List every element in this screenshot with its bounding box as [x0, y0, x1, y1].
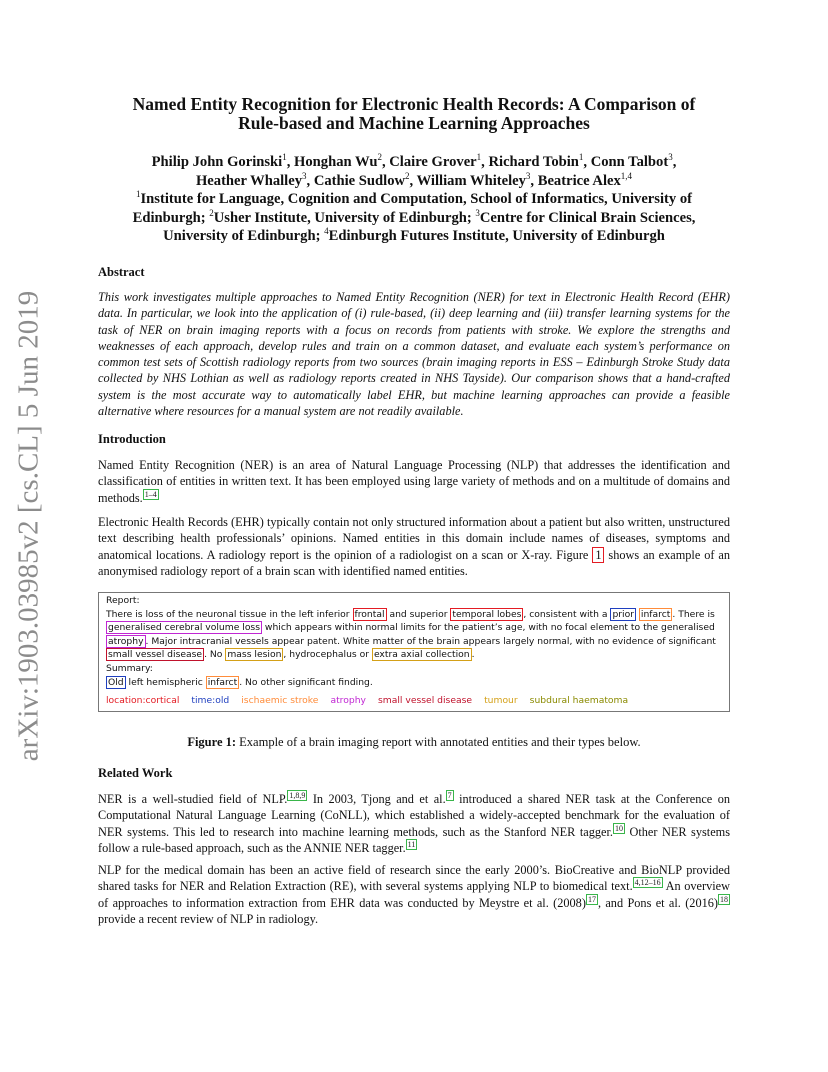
author-separator: ,: [583, 154, 591, 170]
author-separator: ,: [672, 154, 677, 170]
author-separator: ,: [381, 154, 390, 170]
author-name: Richard Tobin: [488, 154, 579, 170]
author-affil-sup: 1: [578, 152, 584, 162]
affil-text: Institute for Language, Cognition and Computation, School of Informatics, University of: [140, 191, 692, 207]
entity-prior: prior: [612, 608, 634, 620]
author-name: Claire Grover: [389, 154, 477, 170]
report-label: Report:: [106, 595, 140, 606]
intro-text: Named Entity Recognition (NER) is an area of Natural Language Processing (NLP) that addresses the identification and classification of entities in written text. It has been employed using large variety of methods and on a multitude of domains and methods.: [98, 458, 730, 505]
entity-extra-axial-collection: extra axial collection: [373, 649, 470, 661]
entity-mass-lesion: mass lesion: [227, 649, 282, 661]
paper-title: [80, 95, 748, 133]
affil-text: Edinburgh;: [132, 209, 210, 226]
author-separator: ,: [530, 172, 538, 189]
legend-entry: atrophy: [330, 695, 366, 707]
legend-entry: tumour: [484, 695, 518, 707]
entity-atrophy: atrophy: [108, 635, 144, 647]
caption-label: Figure 1:: [187, 735, 237, 749]
citation-link[interactable]: 10: [614, 823, 623, 833]
author-name: Conn Talbot: [590, 154, 669, 170]
affil-sup: 2: [209, 207, 214, 218]
title-line-2: Rule-based and Machine Learning Approaches: [238, 113, 590, 133]
report-text: .: [471, 649, 475, 661]
affiliation-line-2: [70, 209, 758, 228]
report-text: . Major intracranial vessels appear patent. White matter of the brain appears largely normal, with no evidence of significant: [145, 635, 716, 647]
abstract-heading: Abstract: [98, 265, 145, 279]
citation-link[interactable]: 1–4: [144, 489, 157, 499]
introduction-paragraph-2: [98, 514, 730, 579]
figure-1-caption: [98, 735, 730, 750]
author-name: William Whiteley: [416, 172, 526, 189]
affiliation-line-3: [70, 227, 758, 246]
figure-1-report-box: [98, 592, 730, 712]
legend-entry: time:old: [191, 695, 230, 707]
citation-link[interactable]: 18: [720, 894, 728, 904]
entity-type-legend: [106, 694, 723, 708]
report-text: , hydrocephalus or: [283, 649, 372, 661]
report-line-4: [106, 648, 723, 662]
related-text: NER is a well-studied field of NLP.: [98, 792, 288, 806]
legend-entry: ischaemic stroke: [241, 695, 319, 707]
summary-line: [106, 676, 723, 690]
author-separator: ,: [409, 172, 417, 189]
report-line-1: [106, 608, 723, 622]
related-text: provide a recent review of NLP in radiology.: [98, 911, 319, 926]
author-affil-sup: 3: [302, 170, 307, 181]
related-text: An overview of approaches to information extraction from EHR data was conducted by Meystre et al. (2008): [98, 879, 730, 910]
citation-link[interactable]: 17: [587, 894, 596, 904]
introduction-heading: Introduction: [98, 432, 166, 446]
affil-text: University of Edinburgh;: [163, 228, 325, 244]
arxiv-stamp: [4, 290, 54, 762]
author-line-1: [70, 153, 758, 172]
affil-sup: 4: [324, 226, 329, 236]
author-name: Honghan Wu: [294, 154, 378, 170]
related-work-paragraph-2: [98, 862, 730, 927]
citation-link[interactable]: 7: [447, 791, 452, 800]
related-work-paragraph-1: [98, 791, 730, 856]
citation-link[interactable]: 4,12–16: [634, 878, 661, 888]
author-block: [70, 153, 758, 246]
entity-small-vessel-disease: small vessel disease: [108, 649, 203, 661]
title-line-1: Named Entity Recognition for Electronic Health Records: A Comparison of: [132, 94, 696, 114]
related-text: In 2003, Tjong and et al.: [307, 792, 446, 806]
author-separator: ,: [306, 172, 314, 189]
report-line-2: [106, 621, 723, 635]
entity-infarct: infarct: [640, 608, 671, 620]
affil-text: Edinburgh Futures Institute, University of Edinburgh: [328, 228, 665, 244]
report-text: . No: [204, 649, 226, 661]
abstract-text: This work investigates multiple approaches to Named Entity Recognition (NER) for text in Electronic Health Record (EHR) data. In particular, we look into the application of (i) rule-based, (ii) deep learning and (iii) transfer learning systems for the task of NER on brain imaging reports with a focus on records from patients with stroke. We explore the strengths and weaknesses of each approach, develop rules and train on a common dataset, and evaluate each system’s performance on common test sets of Scottish radiology reports from two sources (brain imaging reports in ESS – Edinburgh Stroke Study data collected by NHS Lothian as well as radiology reports created in NHS Tayside). Our comparison shows that a hand-crafted system is the most accurate way to automatically label EHR, but machine learning approaches can provide a feasible alternative where resources for a manual system are not readily available.: [98, 290, 730, 419]
author-separator: ,: [286, 154, 295, 170]
author-affil-sup: 3: [668, 152, 673, 162]
intro-text: shows an example of an anonymised radiology report of a brain scan with identified named entities.: [98, 547, 730, 578]
affiliation-line-1: [70, 190, 758, 209]
legend-entry: location:cortical: [106, 695, 180, 707]
entity-old: Old: [108, 676, 124, 688]
introduction-paragraph-1: [98, 457, 730, 506]
report-text: left hemispheric: [125, 676, 206, 688]
related-work-heading: Related Work: [98, 766, 173, 780]
author-affil-sup: 2: [405, 170, 410, 181]
affil-sup: 3: [475, 207, 480, 218]
legend-entry: subdural haematoma: [529, 695, 629, 707]
author-affil-sup: 3: [525, 170, 531, 181]
citation-link[interactable]: 11: [407, 839, 416, 849]
author-name: Cathie Sudlow: [313, 172, 406, 189]
author-line-2: [70, 172, 758, 191]
author-name: Philip John Gorinski: [151, 154, 283, 170]
author-separator: ,: [481, 154, 489, 170]
related-text: Other NER systems follow a rule-based approach, such as the ANNIE NER tagger.: [98, 824, 731, 855]
entity-infarct: infarct: [207, 676, 238, 688]
affil-text: Centre for Clinical Brain Sciences,: [479, 209, 696, 226]
affil-text: Usher Institute, University of Edinburgh;: [213, 209, 476, 226]
intro-text: Electronic Health Records (EHR) typically contain not only structured information about a patient but also written, unstructured text describing health professionals’ opinions. Named entities in this domain include names of diseases, symptoms and anatomical locations. A radiology report is the opinion of a radiologist on a scan or X-ray. Figure: [98, 515, 730, 562]
related-text: NLP for the medical domain has been an active field of research since the early 2000’s. BioCreative and BioNLP provided shared tasks for NER and Relation Extraction (RE), with several systems applying NLP to biomedical text.: [98, 863, 730, 894]
author-affil-sup: 2: [377, 152, 382, 162]
report-line-3: [106, 635, 723, 649]
report-text: . There is: [672, 608, 715, 620]
report-text: which appears within normal limits for the patient’s age, with no focal element to the generalised: [262, 622, 715, 634]
related-text: introduced a shared NER task at the Conference on Computational Natural Language Learning (CoNLL), which established a widely-accepted benchmark for the evaluation of NER systems. This led to research into machine learning methods, such as the Stanford NER tagger.: [98, 792, 730, 839]
legend-entry: small vessel disease: [377, 695, 473, 707]
author-name: Beatrice Alex: [537, 172, 621, 189]
author-affil-sup: 1: [282, 152, 287, 162]
author-affil-sup: 1,4: [620, 170, 633, 181]
author-name: Heather Whalley: [195, 172, 303, 189]
report-text: and superior: [386, 608, 451, 620]
entity-frontal: frontal: [354, 608, 385, 620]
figure-reference-link[interactable]: 1: [592, 547, 604, 563]
summary-label: Summary:: [106, 662, 153, 674]
caption-text: Example of a brain imaging report with annotated entities and their types below.: [236, 735, 641, 749]
report-text: , consistent with a: [523, 608, 611, 620]
affil-sup: 1: [136, 189, 141, 199]
entity-generalised-cerebral-volume-loss: generalised cerebral volume loss: [108, 622, 261, 634]
report-text: . No other significant finding.: [239, 676, 373, 688]
citation-link[interactable]: 1,8,9: [289, 791, 306, 800]
report-text: There is loss of the neuronal tissue in the left inferior: [106, 608, 353, 620]
related-text: , and Pons et al. (2016): [597, 895, 718, 910]
entity-temporal-lobes: temporal lobes: [452, 608, 522, 620]
author-affil-sup: 1: [476, 152, 482, 162]
arxiv-stamp-text: arXiv:1903.03985v2 [cs.CL] 5 Jun 2019: [12, 290, 45, 762]
